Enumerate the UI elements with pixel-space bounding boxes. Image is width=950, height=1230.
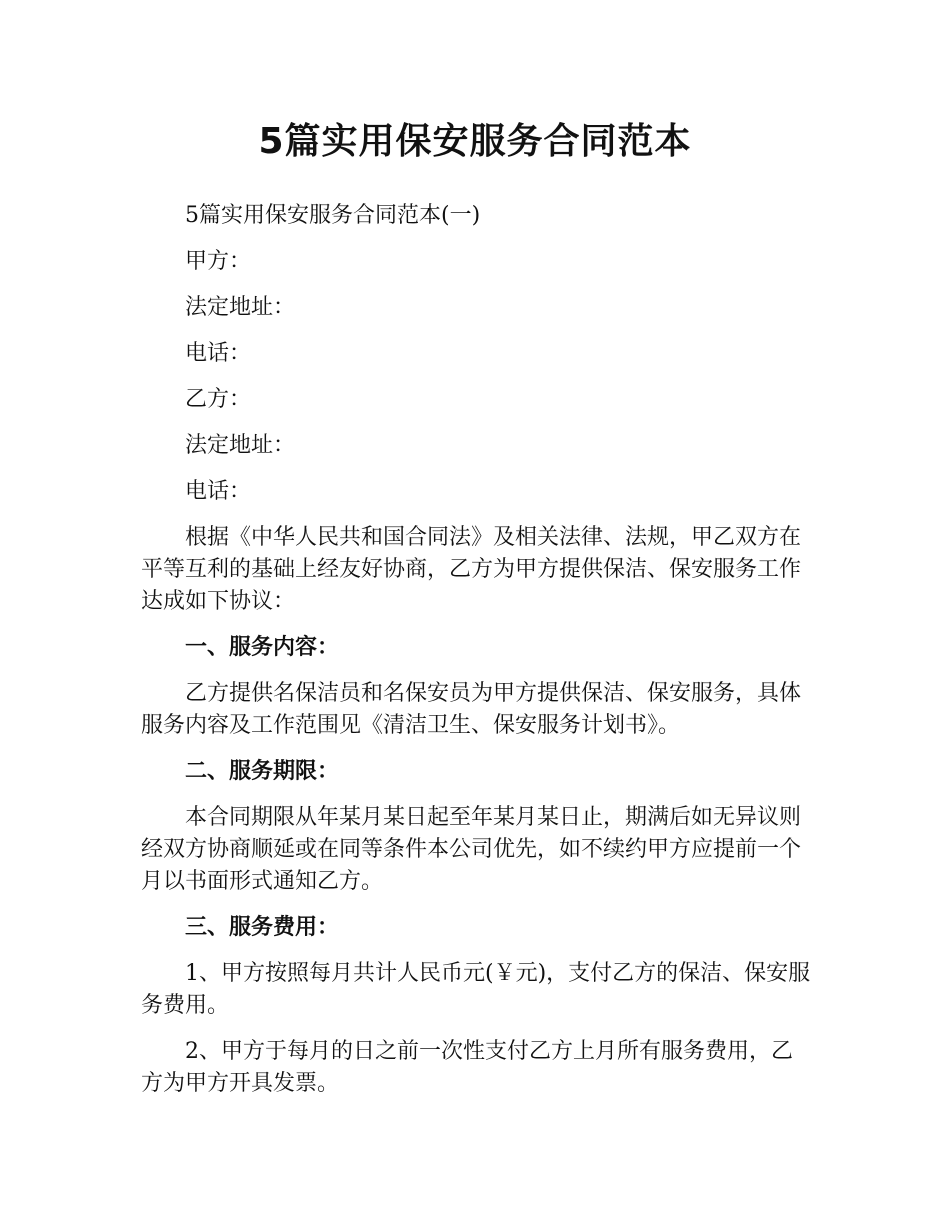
section-paragraph: 1、甲方按照每月共计人民币元(￥元)，支付乙方的保洁、保安服务费用。 xyxy=(141,961,811,1018)
party-a-label: 甲方： xyxy=(185,249,252,274)
contract-subtitle: 5篇实用保安服务合同范本(一) xyxy=(185,203,481,228)
intro-paragraph: 根据《中华人民共和国合同法》及相关法律、法规，甲乙双方在平等互利的基础上经友好协商，乙方为甲方提供保洁、保安服务工作达成如下协议： xyxy=(141,525,802,614)
section-heading-service-content: 一、服务内容： xyxy=(185,635,340,660)
section-heading-service-fee: 三、服务费用： xyxy=(185,915,340,940)
section-paragraph: 乙方提供名保洁员和名保安员为甲方提供保洁、保安服务，具体服务内容及工作范围见《清洁卫生、保安服务计划书》。 xyxy=(141,681,802,738)
section-paragraph: 2、甲方于每月的日之前一次性支付乙方上月所有服务费用，乙方为甲方开具发票。 xyxy=(141,1039,793,1096)
document-title: 5篇实用保安服务合同范本 xyxy=(258,121,692,162)
party-b-address-label: 法定地址： xyxy=(185,433,296,458)
section-heading-service-period: 二、服务期限： xyxy=(185,759,340,784)
party-b-label: 乙方： xyxy=(185,387,252,412)
section-paragraph: 本合同期限从年某月某日起至年某月某日止，期满后如无异议则经双方协商顺延或在同等条件本公司优先，如不续约甲方应提前一个月以书面形式通知乙方。 xyxy=(141,805,802,894)
party-a-address-label: 法定地址： xyxy=(185,295,296,320)
document-body xyxy=(141,200,811,1114)
party-a-phone-label: 电话： xyxy=(185,341,252,366)
party-b-phone-label: 电话： xyxy=(185,479,252,504)
